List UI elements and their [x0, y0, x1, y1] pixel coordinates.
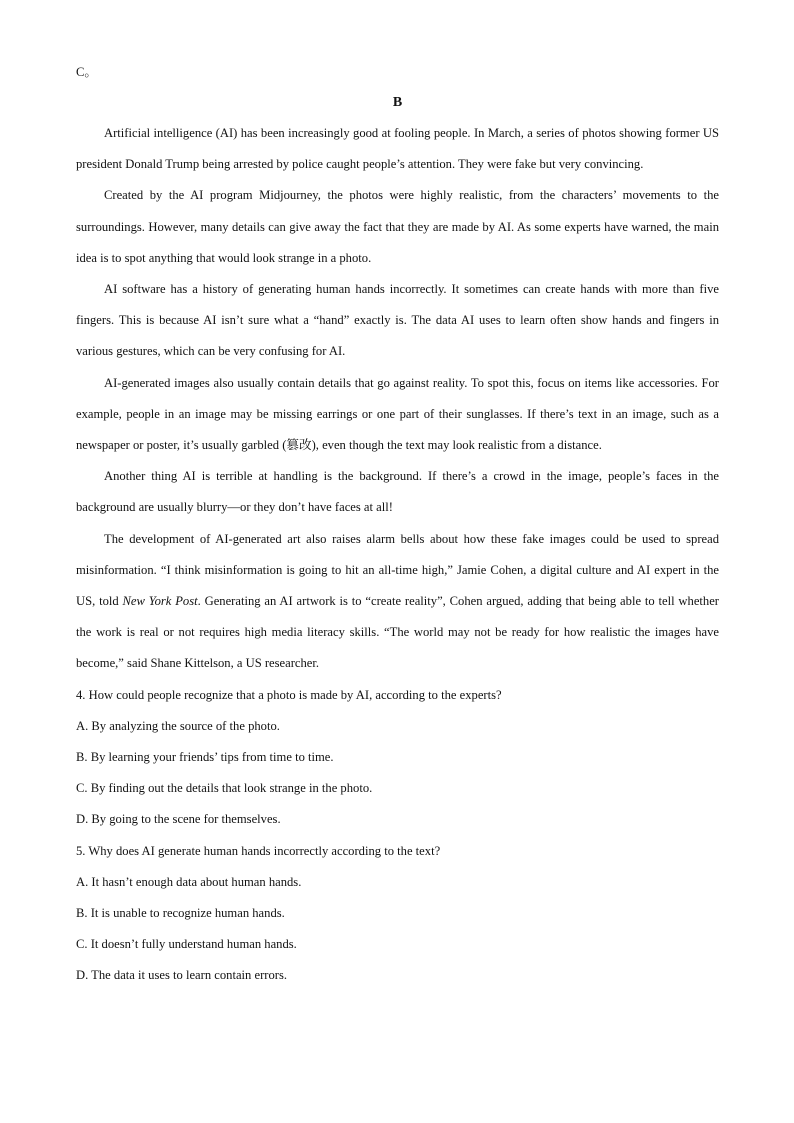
paragraph-6-part1: The development of AI-generated art also raises alarm bells about how these fake images could be used to spread misinformation. “I think misinformation is going to hit an all-time high,” Jamie Cohen, a digital culture and AI expert in the US, told [76, 531, 719, 609]
paragraph-6-part2: . Generating an AI artwork is to “create reality”, Cohen argued, adding that being able to tell whether the work is real or not requires high media literacy skills. “The world may not be ready for how realistic the images have become,” said Shane Kittelson, a US researcher. [76, 594, 719, 671]
question-5 [76, 836, 719, 992]
paragraph-4: AI-generated images also usually contain details that go against reality. To spot this, focus on items like accessories. For example, people in an image may be missing earrings or one part of their sunglasses. If there’s text in an image, such as a newspaper or poster, it’s usually garbled (篡改), even though the text may look realistic from a distance. [76, 375, 719, 453]
question-4 [76, 680, 719, 836]
option-c: C. By finding out the details that look strange in the photo. [76, 781, 373, 796]
paragraph-6 [76, 524, 719, 680]
source-publication: New York Post [122, 594, 198, 609]
option-a: A. It hasn’t enough data about human hands. [76, 874, 302, 889]
option-b: B. It is unable to recognize human hands. [76, 906, 285, 921]
paragraph-2: Created by the AI program Midjourney, the photos were highly realistic, from the characters’ movements to the surroundings. However, many details can give away the fact that they are made by AI. As some experts have warned, the main idea is to spot anything that would look strange in a photo. [76, 188, 719, 265]
document-page [76, 57, 719, 992]
option-d: D. The data it uses to learn contain errors. [76, 968, 287, 983]
option-c: C. It doesn’t fully understand human hands. [76, 937, 297, 952]
option-a: A. By analyzing the source of the photo. [76, 718, 280, 733]
paragraph-1: Artificial intelligence (AI) has been increasingly good at fooling people. In March, a series of photos showing former US president Donald Trump being arrested by police caught people’s attention. They were fake but very convincing. [76, 126, 719, 172]
question-stem: 5. Why does AI generate human hands incorrectly according to the text? [76, 843, 441, 858]
paragraph-3: AI software has a history of generating human hands incorrectly. It sometimes can create hands with more than five fingers. This is because AI isn’t sure what a “hand” exactly is. The data AI uses to learn often show hands and fingers in various gestures, which can be very confusing for AI. [76, 282, 719, 359]
option-d: D. By going to the scene for themselves. [76, 812, 281, 827]
question-stem: 4. How could people recognize that a photo is made by AI, according to the experts? [76, 687, 502, 702]
option-b: B. By learning your friends’ tips from time to time. [76, 750, 334, 765]
previous-answer: C。 [76, 65, 97, 79]
section-title: B [392, 95, 403, 110]
paragraph-5: Another thing AI is terrible at handling is the background. If there’s a crowd in the image, people’s faces in the background are usually blurry—or they don’t have faces at all! [76, 469, 719, 515]
